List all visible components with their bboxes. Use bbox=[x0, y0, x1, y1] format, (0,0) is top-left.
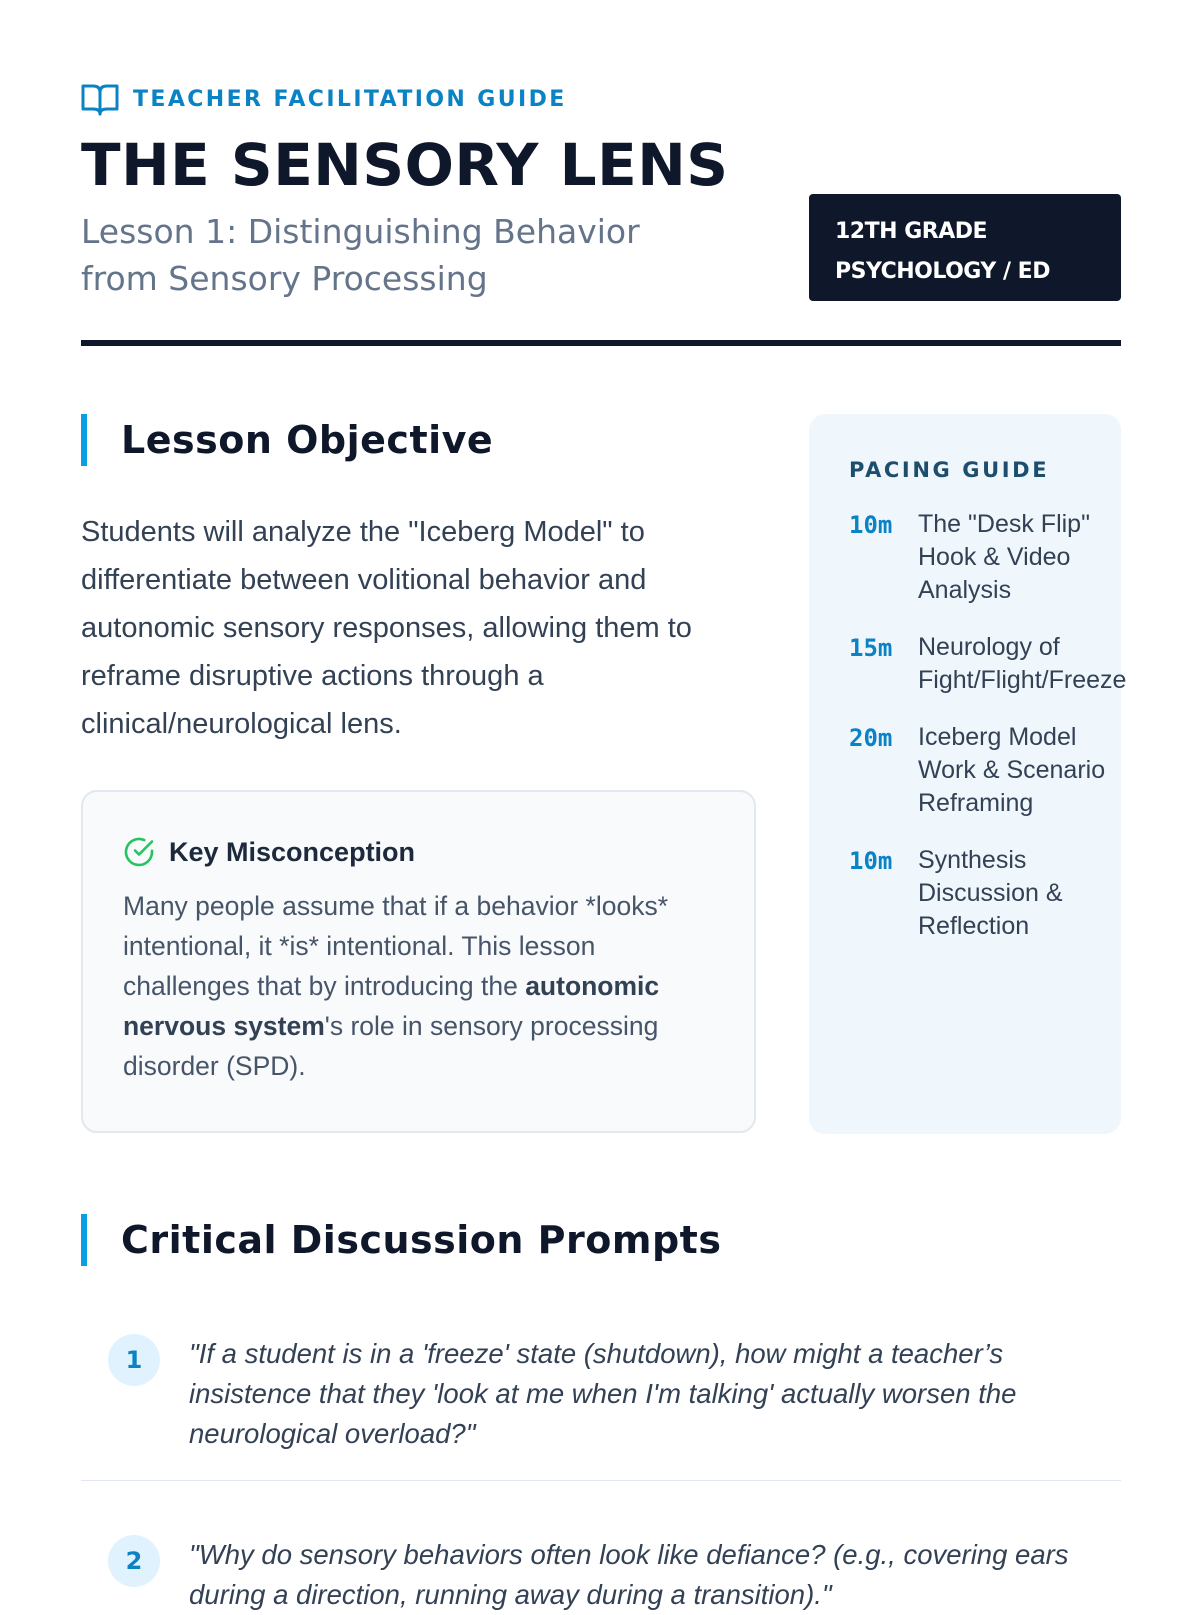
grade-badge-line2: PSYCHOLOGY / ED bbox=[835, 259, 1050, 284]
grade-badge bbox=[809, 194, 1121, 301]
check-circle-icon bbox=[123, 836, 155, 868]
pacing-item-time: 15m bbox=[849, 634, 893, 662]
discussion-prompt bbox=[81, 1334, 1121, 1454]
misconception-text-bold: autonomic nervous system bbox=[123, 971, 660, 1041]
header-divider bbox=[81, 340, 1121, 346]
pacing-guide-title: PACING GUIDE bbox=[849, 458, 1050, 482]
objective-body: Students will analyze the "Iceberg Model" to differentiate between volitional behavior and autonomic sensory responses, allowing them to reframe disruptive actions through a clinical/neurological lens. bbox=[81, 516, 692, 740]
guide-eyebrow bbox=[81, 82, 567, 116]
pacing-item-desc: Neurology of Fight/Flight/Freeze bbox=[918, 633, 1127, 694]
misconception-header bbox=[123, 836, 714, 868]
open-book-icon bbox=[81, 82, 119, 116]
lesson-subtitle: Lesson 1: Distinguishing Behavior from Sensory Processing bbox=[81, 212, 640, 298]
prompts-heading: Critical Discussion Prompts bbox=[81, 1214, 721, 1266]
pacing-item-desc: The "Desk Flip" Hook & Video Analysis bbox=[918, 510, 1090, 604]
prompt-number: 2 bbox=[108, 1535, 160, 1587]
misconception-text-before: Many people assume that if a behavior *looks* intentional, it *is* intentional. This lesson challenges that by introducing the bbox=[123, 891, 669, 1001]
pacing-item-time: 10m bbox=[849, 511, 893, 539]
eyebrow-label: TEACHER FACILITATION GUIDE bbox=[133, 86, 567, 112]
misconception-title: Key Misconception bbox=[169, 836, 416, 867]
pacing-item bbox=[849, 508, 1121, 607]
objective-heading: Lesson Objective bbox=[81, 414, 493, 466]
pacing-item-time: 20m bbox=[849, 724, 893, 752]
pacing-guide-panel bbox=[809, 414, 1127, 1134]
pacing-item-desc: Iceberg Model Work & Scenario Reframing bbox=[918, 723, 1106, 817]
prompt-text: "If a student is in a 'freeze' state (shutdown), how might a teacher’s insistence that they 'look at me when I'm talking' actually worsen the neurological overload?" bbox=[189, 1338, 1017, 1449]
pacing-item-desc: Synthesis Discussion & Reflection bbox=[918, 846, 1063, 940]
facilitation-guide-page bbox=[81, 0, 1127, 1610]
grade-badge-line1: 12TH GRADE bbox=[835, 219, 988, 244]
pacing-item-time: 10m bbox=[849, 847, 893, 875]
pacing-item bbox=[849, 844, 1121, 943]
page-title: THE SENSORY LENS bbox=[81, 131, 729, 199]
misconception-text-after: 's role in sensory processing disorder (SPD). bbox=[123, 1011, 659, 1081]
prompt-text: "Why do sensory behaviors often look like defiance? (e.g., covering ears during a direction, running away during a transition)." bbox=[189, 1539, 1069, 1610]
discussion-prompt bbox=[81, 1535, 1121, 1615]
misconception-body bbox=[123, 886, 714, 1086]
pacing-item bbox=[849, 631, 1127, 697]
pacing-item bbox=[849, 721, 1121, 820]
prompt-number: 1 bbox=[108, 1334, 160, 1386]
misconception-card bbox=[81, 790, 756, 1133]
prompt-divider bbox=[81, 1480, 1121, 1481]
